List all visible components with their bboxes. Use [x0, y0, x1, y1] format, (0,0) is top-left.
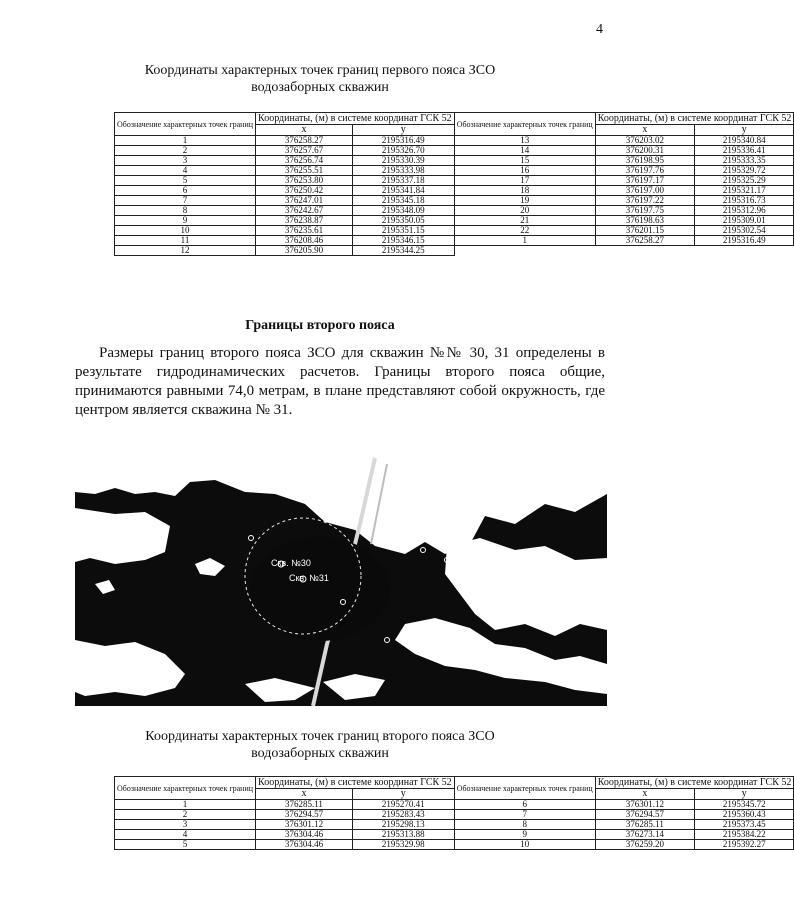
- coord-column-header: Координаты, (м) в системе координат ГСК 52: [595, 777, 794, 789]
- coord-column-header: Координаты, (м) в системе координат ГСК 52: [256, 113, 455, 125]
- well-31-map-label: Скв. №31: [289, 573, 329, 583]
- table-row: [115, 186, 794, 196]
- right-point-id-cell: 19: [454, 196, 595, 206]
- left-point-id-cell: 1: [115, 800, 256, 810]
- right-y-coord-cell: 2195340.84: [695, 136, 794, 146]
- left-point-id-cell: 10: [115, 226, 256, 236]
- left-y-coord-cell: 2195330.39: [352, 156, 454, 166]
- table-row: [115, 166, 794, 176]
- table-row: [115, 246, 794, 256]
- left-point-id-cell: 12: [115, 246, 256, 256]
- table-row: [115, 146, 794, 156]
- table-row: [115, 196, 794, 206]
- right-y-coord-cell: 2195329.72: [695, 166, 794, 176]
- table-row: [115, 206, 794, 216]
- right-x-coord-cell: 376200.31: [595, 146, 694, 156]
- left-x-coord-cell: 376242.67: [256, 206, 353, 216]
- page-number: 4: [596, 22, 603, 37]
- left-y-coord-cell: 2195337.18: [352, 176, 454, 186]
- right-point-id-cell: 13: [454, 136, 595, 146]
- right-x-coord-cell: 376294.57: [595, 810, 694, 820]
- left-y-coord-cell: 2195351.15: [352, 226, 454, 236]
- right-y-coord-cell: 2195321.17: [695, 186, 794, 196]
- left-point-id-cell: 3: [115, 820, 256, 830]
- right-x-coord-cell: 376201.15: [595, 226, 694, 236]
- table-row: [115, 156, 794, 166]
- left-y-coord-cell: 2195346.15: [352, 236, 454, 246]
- left-x-coord-cell: 376256.74: [256, 156, 353, 166]
- x-column-header: x: [595, 789, 694, 800]
- table2-caption-line1: Координаты характерных точек границ второго пояса ЗСО: [145, 729, 495, 744]
- body-paragraph: Размеры границ второго пояса ЗСО для скважин №№ 30, 31 определены в результате гидродинамических расчетов. Границы второго пояса общие, принимаются равными 74,0 метрам, в плане представляют собой окружность, где центром является скважина № 31.: [75, 345, 605, 418]
- table1-caption-line2: водозаборных скважин: [251, 80, 389, 95]
- left-x-coord-cell: 376250.42: [256, 186, 353, 196]
- left-point-id-cell: 8: [115, 206, 256, 216]
- table2-caption: [90, 728, 550, 762]
- coord-column-header: Координаты, (м) в системе координат ГСК 52: [256, 777, 455, 789]
- right-point-id-cell: 20: [454, 206, 595, 216]
- left-point-id-cell: 1: [115, 136, 256, 146]
- section-heading: Границы второго пояса: [245, 318, 395, 333]
- right-x-coord-cell: 376197.76: [595, 166, 694, 176]
- table-row: [115, 840, 794, 850]
- left-x-coord-cell: 376294.57: [256, 810, 353, 820]
- right-x-coord-cell: 376197.00: [595, 186, 694, 196]
- right-y-coord-cell: 2195312.96: [695, 206, 794, 216]
- right-point-id-cell: 21: [454, 216, 595, 226]
- right-x-coord-cell: 376285.11: [595, 820, 694, 830]
- y-column-header: y: [352, 789, 454, 800]
- left-x-coord-cell: 376285.11: [256, 800, 353, 810]
- right-point-id-cell: 18: [454, 186, 595, 196]
- left-y-coord-cell: 2195326.70: [352, 146, 454, 156]
- first-belt-coordinates-table: [114, 112, 794, 256]
- right-y-coord-cell: 2195384.22: [695, 830, 794, 840]
- label-column-header: Обозначение характерных точек границ: [115, 113, 256, 136]
- right-y-coord-cell: 2195316.73: [695, 196, 794, 206]
- right-x-coord-cell: 376203.02: [595, 136, 694, 146]
- right-x-coord-cell: 376259.20: [595, 840, 694, 850]
- empty-cell: [454, 246, 794, 256]
- label-column-header: Обозначение характерных точек границ: [454, 777, 595, 800]
- right-point-id-cell: 17: [454, 176, 595, 186]
- right-y-coord-cell: 2195302.54: [695, 226, 794, 236]
- y-column-header: y: [352, 125, 454, 136]
- left-x-coord-cell: 376304.46: [256, 830, 353, 840]
- right-y-coord-cell: 2195360.43: [695, 810, 794, 820]
- right-x-coord-cell: 376197.22: [595, 196, 694, 206]
- left-point-id-cell: 4: [115, 830, 256, 840]
- right-x-coord-cell: 376197.17: [595, 176, 694, 186]
- label-column-header: Обозначение характерных точек границ: [454, 113, 595, 136]
- right-y-coord-cell: 2195373.45: [695, 820, 794, 830]
- left-point-id-cell: 6: [115, 186, 256, 196]
- table1-caption-line1: Координаты характерных точек границ первого пояса ЗСО: [144, 63, 496, 78]
- left-y-coord-cell: 2195350.05: [352, 216, 454, 226]
- table2-caption-line2: водозаборных скважин: [251, 746, 389, 761]
- left-y-coord-cell: 2195348.09: [352, 206, 454, 216]
- left-point-id-cell: 7: [115, 196, 256, 206]
- x-column-header: x: [256, 125, 353, 136]
- right-x-coord-cell: 376273.14: [595, 830, 694, 840]
- right-y-coord-cell: 2195392.27: [695, 840, 794, 850]
- x-column-header: x: [256, 789, 353, 800]
- left-x-coord-cell: 376304.46: [256, 840, 353, 850]
- table-row: [115, 820, 794, 830]
- right-y-coord-cell: 2195333.35: [695, 156, 794, 166]
- left-x-coord-cell: 376238.87: [256, 216, 353, 226]
- right-point-id-cell: 7: [454, 810, 595, 820]
- well-30-map-label: Скв. №30: [271, 558, 311, 568]
- right-point-id-cell: 8: [454, 820, 595, 830]
- left-point-id-cell: 11: [115, 236, 256, 246]
- left-x-coord-cell: 376235.61: [256, 226, 353, 236]
- right-point-id-cell: 10: [454, 840, 595, 850]
- second-belt-coordinates-table: [114, 776, 794, 850]
- left-y-coord-cell: 2195329.98: [352, 840, 454, 850]
- label-column-header: Обозначение характерных точек границ: [115, 777, 256, 800]
- table-row: [115, 800, 794, 810]
- right-point-id-cell: 1: [454, 236, 595, 246]
- left-point-id-cell: 2: [115, 146, 256, 156]
- table-row: [115, 830, 794, 840]
- right-point-id-cell: 14: [454, 146, 595, 156]
- left-y-coord-cell: 2195333.98: [352, 166, 454, 176]
- right-point-id-cell: 15: [454, 156, 595, 166]
- left-y-coord-cell: 2195341.84: [352, 186, 454, 196]
- left-x-coord-cell: 376301.12: [256, 820, 353, 830]
- left-point-id-cell: 2: [115, 810, 256, 820]
- left-x-coord-cell: 376257.67: [256, 146, 353, 156]
- right-x-coord-cell: 376198.95: [595, 156, 694, 166]
- right-x-coord-cell: 376258.27: [595, 236, 694, 246]
- left-point-id-cell: 4: [115, 166, 256, 176]
- table-row: [115, 226, 794, 236]
- right-x-coord-cell: 376301.12: [595, 800, 694, 810]
- left-x-coord-cell: 376205.90: [256, 246, 353, 256]
- left-y-coord-cell: 2195270.41: [352, 800, 454, 810]
- table-row: [115, 136, 794, 146]
- right-y-coord-cell: 2195336.41: [695, 146, 794, 156]
- left-x-coord-cell: 376258.27: [256, 136, 353, 146]
- left-y-coord-cell: 2195316.49: [352, 136, 454, 146]
- table-row: [115, 236, 794, 246]
- left-point-id-cell: 5: [115, 840, 256, 850]
- right-y-coord-cell: 2195325.29: [695, 176, 794, 186]
- left-y-coord-cell: 2195283.43: [352, 810, 454, 820]
- right-y-coord-cell: 2195345.72: [695, 800, 794, 810]
- table1-caption: [90, 62, 550, 96]
- y-column-header: y: [695, 125, 794, 136]
- left-point-id-cell: 3: [115, 156, 256, 166]
- right-point-id-cell: 22: [454, 226, 595, 236]
- left-x-coord-cell: 376208.46: [256, 236, 353, 246]
- table-row: [115, 176, 794, 186]
- left-y-coord-cell: 2195313.88: [352, 830, 454, 840]
- right-point-id-cell: 9: [454, 830, 595, 840]
- table-row: [115, 216, 794, 226]
- table-row: [115, 810, 794, 820]
- left-y-coord-cell: 2195298.13: [352, 820, 454, 830]
- right-y-coord-cell: 2195309.01: [695, 216, 794, 226]
- right-x-coord-cell: 376197.75: [595, 206, 694, 216]
- left-x-coord-cell: 376253.80: [256, 176, 353, 186]
- left-y-coord-cell: 2195345.18: [352, 196, 454, 206]
- right-x-coord-cell: 376198.63: [595, 216, 694, 226]
- left-y-coord-cell: 2195344.25: [352, 246, 454, 256]
- right-point-id-cell: 6: [454, 800, 595, 810]
- coord-column-header: Координаты, (м) в системе координат ГСК 52: [595, 113, 794, 125]
- left-x-coord-cell: 376255.51: [256, 166, 353, 176]
- left-x-coord-cell: 376247.01: [256, 196, 353, 206]
- site-map-image: [75, 434, 607, 706]
- left-point-id-cell: 9: [115, 216, 256, 226]
- left-point-id-cell: 5: [115, 176, 256, 186]
- right-point-id-cell: 16: [454, 166, 595, 176]
- x-column-header: x: [595, 125, 694, 136]
- y-column-header: y: [695, 789, 794, 800]
- right-y-coord-cell: 2195316.49: [695, 236, 794, 246]
